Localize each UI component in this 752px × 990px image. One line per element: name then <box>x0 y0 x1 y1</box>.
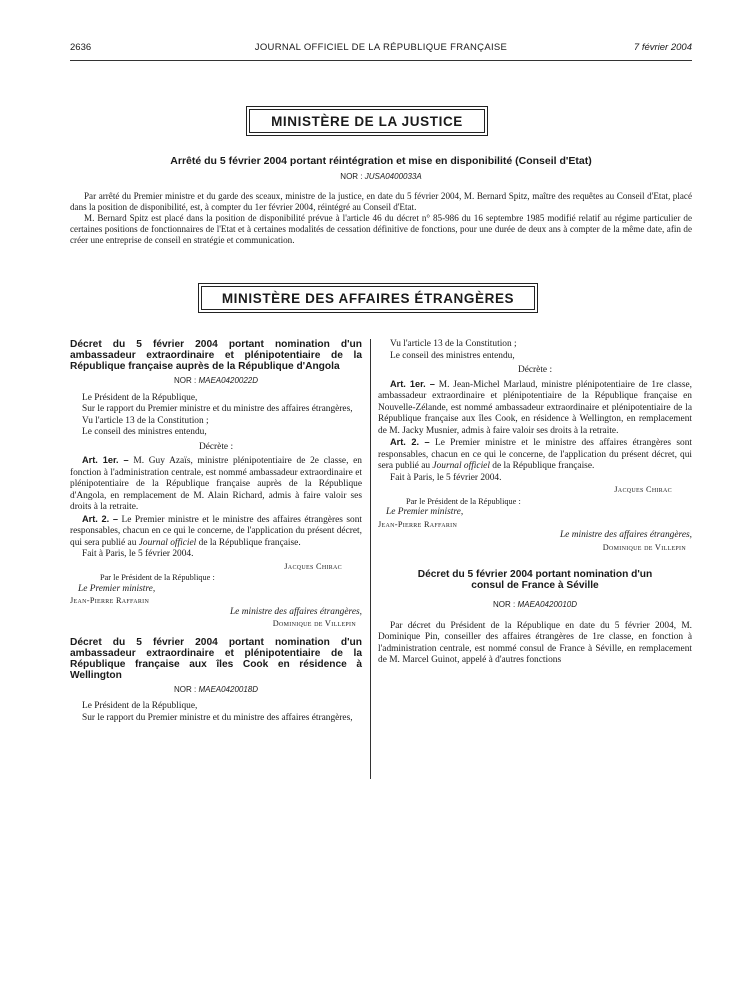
article-label: Art. 1er. – <box>390 378 435 389</box>
header-rule <box>70 60 692 61</box>
article-label: Art. 2. – <box>390 437 430 447</box>
issue-date: 7 février 2004 <box>633 42 692 53</box>
decret-angola-signer: Jacques Chirac <box>284 561 342 571</box>
column-divider <box>370 339 371 779</box>
ministry-justice-box <box>246 106 488 136</box>
decret-cook-pm-title: Le Premier ministre, <box>386 507 464 517</box>
decret-angola-article-2 <box>70 514 362 550</box>
decret-angola-pm-title: Le Premier ministre, <box>78 583 156 594</box>
decret-angola-title: Décret du 5 février 2004 portant nomination d'un ambassadeur extraordinaire et plénipotentiaire de la République française auprès de la République d'Angola <box>70 339 362 372</box>
arrete-title: Arrêté du 5 février 2004 portant réintégration et mise en disponibilité (Conseil d'Etat) <box>170 155 592 167</box>
article-text-end: de la République française. <box>489 461 595 471</box>
decret-cook-decrete: Décrète : <box>517 365 553 375</box>
decret-angola-decrete: Décrète : <box>198 441 234 452</box>
article-label: Art. 2. – <box>82 513 118 524</box>
decret-angola-line-3: Vu l'article 13 de la Constitution ; <box>82 415 209 426</box>
page-number: 2636 <box>70 42 92 53</box>
ministry-affaires-heading: MINISTÈRE DES AFFAIRES ÉTRANGÈRES <box>201 286 535 310</box>
decret-angola-par-le-president: Par le Président de la République : <box>100 573 215 582</box>
decret-angola-minister-name: Dominique de Villepin <box>272 619 356 628</box>
ministry-justice-heading: MINISTÈRE DE LA JUSTICE <box>249 109 485 133</box>
nor-value: MAEA0420010D <box>517 600 578 609</box>
decret-cook-article-1 <box>378 379 692 438</box>
decret-cook-title: Décret du 5 février 2004 portant nomination d'un ambassadeur extraordinaire et plénipotentiaire de la République française aux îles Cook en résidence à Wellington <box>70 636 362 681</box>
decret-cook-article-2 <box>378 437 692 473</box>
arrete-nor <box>70 172 692 181</box>
arrete-paragraph-1: Par arrêté du Premier ministre et du garde des sceaux, ministre de la justice, en date du 5 février 2004, M. Bernard Spitz, maître des requêtes au Conseil d'Etat, placé dans la position de disponibilité, est, à compter du 1er février 2004, réintégré au Conseil d'Etat. <box>70 191 692 212</box>
nor-value: MAEA0420022D <box>198 376 259 385</box>
decret-seville-title: Décret du 5 février 2004 portant nomination d'un consul de France à Séville <box>417 569 653 591</box>
decret-cook-minister-title: Le ministre des affaires étrangères, <box>559 530 692 540</box>
decret-cook-nor <box>70 684 362 696</box>
article-text-end: de la République française. <box>196 537 301 548</box>
decret-cook-minister-name: Dominique de Villepin <box>602 542 686 552</box>
arrete-paragraph-2: M. Bernard Spitz est placé dans la position de disponibilité prévue à l'article 46 du décret n° 85-986 du 16 septembre 1985 modifié relatif au régime particulier de certaines positions de fonctionnaires de l'Etat et à certaines modalités de cessation définitive de fonctions, pour une durée de deux ans à compter de la même date, afin de créer une entreprise de conseil en stratégie et communication. <box>70 213 692 245</box>
running-header <box>70 42 692 58</box>
decret-angola-nor <box>70 375 362 387</box>
article-label: Art. 1er. – <box>82 455 129 465</box>
nor-label: NOR : <box>173 684 197 694</box>
decret-cook-line-3: Vu l'article 13 de la Constitution ; <box>390 339 517 349</box>
decret-cook-line-2: Sur le rapport du Premier ministre et du ministre des affaires étrangères, <box>82 712 353 723</box>
decret-seville-nor <box>378 599 692 611</box>
article-text: Le Premier ministre et le ministre des affaires étrangères sont responsables, chacun en ce qui le concerne, de l'application du présent décret, qui sera publié au <box>70 514 363 548</box>
nor-value: JUSA0400033A <box>364 172 422 181</box>
right-column <box>378 339 692 667</box>
decret-cook-pm-name: Jean-Pierre Raffarin <box>378 519 458 529</box>
decret-angola-minister-title: Le ministre des affaires étrangères, <box>229 606 362 617</box>
spacer <box>70 630 362 637</box>
decret-angola-pm-name: Jean-Pierre Raffarin <box>70 596 150 605</box>
ministry-affaires-box <box>198 283 538 313</box>
decret-angola-line-1: Le Président de la République, <box>82 392 198 403</box>
article-text: M. Jean-Michel Marlaud, ministre plénipotentiaire de 1re classe, ambassadeur extraordinaire et plénipotentiaire de la République française en Nouvelle-Zélande, est nommé ambassadeur extraordinaire et plénipotentiaire de la République française aux îles Cook, en résidence à Wellington, en remplacement de M. Jacky Musnier, admis à faire valoir ses droits à la retraite. <box>378 379 692 436</box>
spacer <box>378 553 692 569</box>
decret-angola-article-1 <box>70 455 362 514</box>
decret-cook-line-4: Le conseil des ministres entendu, <box>390 350 515 361</box>
arrete-body <box>70 191 692 246</box>
left-column <box>70 339 362 724</box>
nor-label: NOR : <box>173 376 197 385</box>
decret-cook-par-le-president: Par le Président de la République : <box>406 496 521 506</box>
journal-officiel-ref: Journal officiel <box>432 461 490 471</box>
article-text: M. Guy Azaïs, ministre plénipotentiaire de 2e classe, en fonction à l'administration centrale, est nommé ambassadeur extraordinaire et plénipotentiaire de la République française auprès de la République d'Angola, en remplacement de M. Alain Richard, admis à faire valoir ses droits à la retraite. <box>70 456 362 512</box>
decret-seville-body: Par décret du Président de la République en date du 5 février 2004, M. Dominique Pin, conseiller des affaires étrangères de 1re classe, en fonction à l'administration centrale, est nommé consul de France à Séville, en remplacement de M. Marcel Guinot, appelé à d'autres fonctions <box>378 620 692 665</box>
nor-label: NOR : <box>492 600 516 609</box>
decret-angola-line-4: Le conseil des ministres entendu, <box>82 427 207 437</box>
decret-cook-signer: Jacques Chirac <box>614 485 672 494</box>
journal-title: JOURNAL OFFICIEL DE LA RÉPUBLIQUE FRANÇAISE <box>254 42 508 53</box>
decret-angola-line-2: Sur le rapport du Premier ministre et du ministre des affaires étrangères, <box>82 404 353 414</box>
article-text: Le Premier ministre et le ministre des affaires étrangères sont responsables, chacun en ce qui le concerne, de l'application du présent décret, qui sera publié au <box>378 438 692 471</box>
decret-angola-fait: Fait à Paris, le 5 février 2004. <box>82 549 194 559</box>
decret-cook-line-1: Le Président de la République, <box>82 701 198 711</box>
nor-value: MAEA0420018D <box>198 684 259 694</box>
decret-cook-fait: Fait à Paris, le 5 février 2004. <box>390 472 502 483</box>
nor-label: NOR : <box>340 172 363 181</box>
journal-officiel-ref: Journal officiel <box>138 537 197 548</box>
